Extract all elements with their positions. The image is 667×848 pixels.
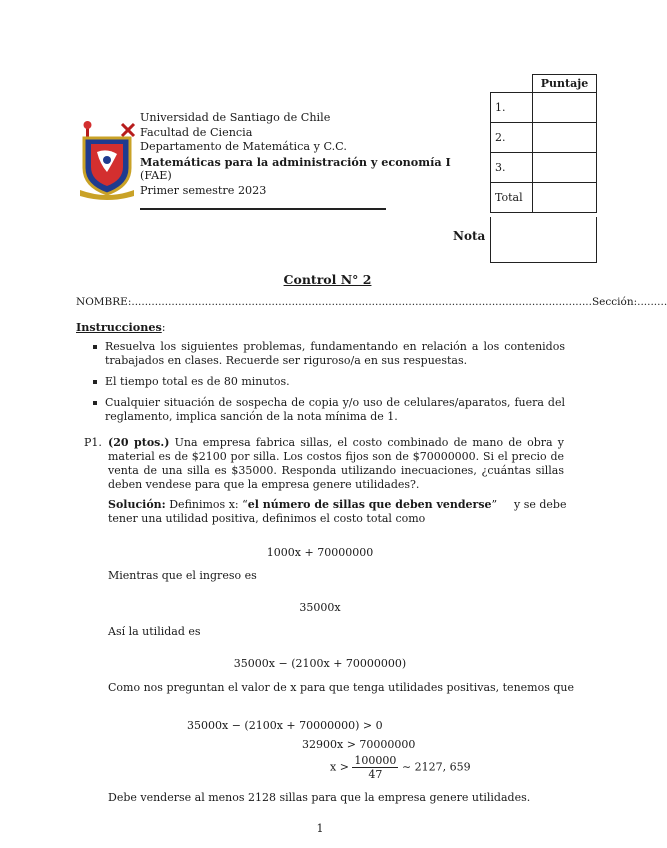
nota-label: Nota: [453, 229, 486, 243]
course-code: (FAE): [140, 169, 172, 182]
solution-label: Solución:: [108, 498, 166, 511]
equation-cost: 1000x + 70000000: [266, 546, 374, 559]
fraction-numerator: 100000: [354, 754, 397, 767]
solution-define-prefix: Definimos x: “: [169, 498, 248, 511]
score-cell[interactable]: [533, 183, 597, 213]
fraction: [352, 754, 398, 781]
semester: Primer semestre 2023: [140, 183, 267, 197]
department-name: Departamento de Matemática y C.C.: [140, 140, 347, 153]
income-text: Mientras que el ingreso es: [108, 569, 257, 582]
utility-text: Así la utilidad es: [108, 625, 201, 638]
name-line: NOMBRE:..........................................................................................................................................Sección:.........: [76, 296, 667, 308]
list-item: El tiempo total es de 80 minutos.: [90, 375, 565, 389]
university-name: Universidad de Santiago de Chile: [140, 111, 331, 124]
problem-text: Una empresa fabrica sillas, el costo combinado de mano de obra y material es de $2100 por silla. Los costos fijos son de $70000000. Si el precio de venta de una silla es $35000. Responda utilizando inecuaciones, ¿cuántas sillas deben vendese para que la empresa genere utilidades?.: [108, 436, 564, 491]
solution-define-bold: el número de sillas que deben venderse: [247, 498, 492, 511]
score-cell[interactable]: [533, 153, 597, 183]
inequality-3-rhs: ∼ 2127, 659: [401, 760, 471, 774]
course-name: Matemáticas para la administración y economía I: [140, 154, 451, 169]
university-logo: [76, 120, 138, 200]
header-block: [140, 111, 480, 198]
page-title: Control N° 2: [283, 272, 372, 287]
inequality-2: 32900x > 70000000: [302, 738, 416, 751]
score-cell[interactable]: [533, 123, 597, 153]
inequality-3: [330, 754, 471, 781]
solution-line-2: tener una utilidad positiva, definimos el costo total como: [108, 512, 426, 525]
header-rule: [140, 208, 386, 210]
conclusion-text: Debe venderse al menos 2128 sillas para que la empresa genere utilidades.: [108, 791, 531, 804]
problem-statement: [108, 436, 564, 492]
problem-points: (20 ptos.): [108, 436, 170, 449]
score-row-label: 1.: [491, 93, 533, 123]
solution-line-1: [108, 498, 567, 512]
instructions-list: [90, 340, 565, 431]
equation-utility: 35000x − (2100x + 70000000): [233, 657, 407, 670]
score-header: Puntaje: [533, 75, 597, 93]
fraction-denominator: 47: [368, 768, 383, 781]
problem-label: P1.: [84, 436, 102, 449]
instructions-title: Instrucciones: [76, 320, 162, 334]
solution-define-suffix: ”: [491, 498, 498, 511]
page-number: 1: [316, 822, 324, 835]
score-cell[interactable]: [533, 93, 597, 123]
list-item: Resuelva los siguientes problemas, fundamentando en relación a los contenidos trabajados en clases. Recuerde ser riguroso/a en sus respuestas.: [90, 340, 565, 368]
score-row-label: 3.: [491, 153, 533, 183]
solution-line-1-right: y se debe: [514, 498, 567, 511]
score-row-label: Total: [491, 183, 533, 213]
inequality-1: 35000x − (2100x + 70000000) > 0: [187, 719, 383, 732]
question-text: Como nos preguntan el valor de x para que tenga utilidades positivas, tenemos que: [108, 681, 574, 694]
list-item: Cualquier situación de sospecha de copia y/o uso de celulares/aparatos, fuera del reglamento, implica sanción de la nota mínima de 1.: [90, 396, 565, 424]
score-table: [490, 74, 597, 213]
instructions-colon: :: [161, 321, 166, 334]
score-row-label: 2.: [491, 123, 533, 153]
equation-income: 35000x: [299, 601, 341, 614]
inequality-3-lhs: x >: [330, 760, 349, 774]
nota-box[interactable]: [490, 217, 597, 263]
faculty-name: Facultad de Ciencia: [140, 125, 253, 139]
instructions-heading: [76, 320, 166, 334]
